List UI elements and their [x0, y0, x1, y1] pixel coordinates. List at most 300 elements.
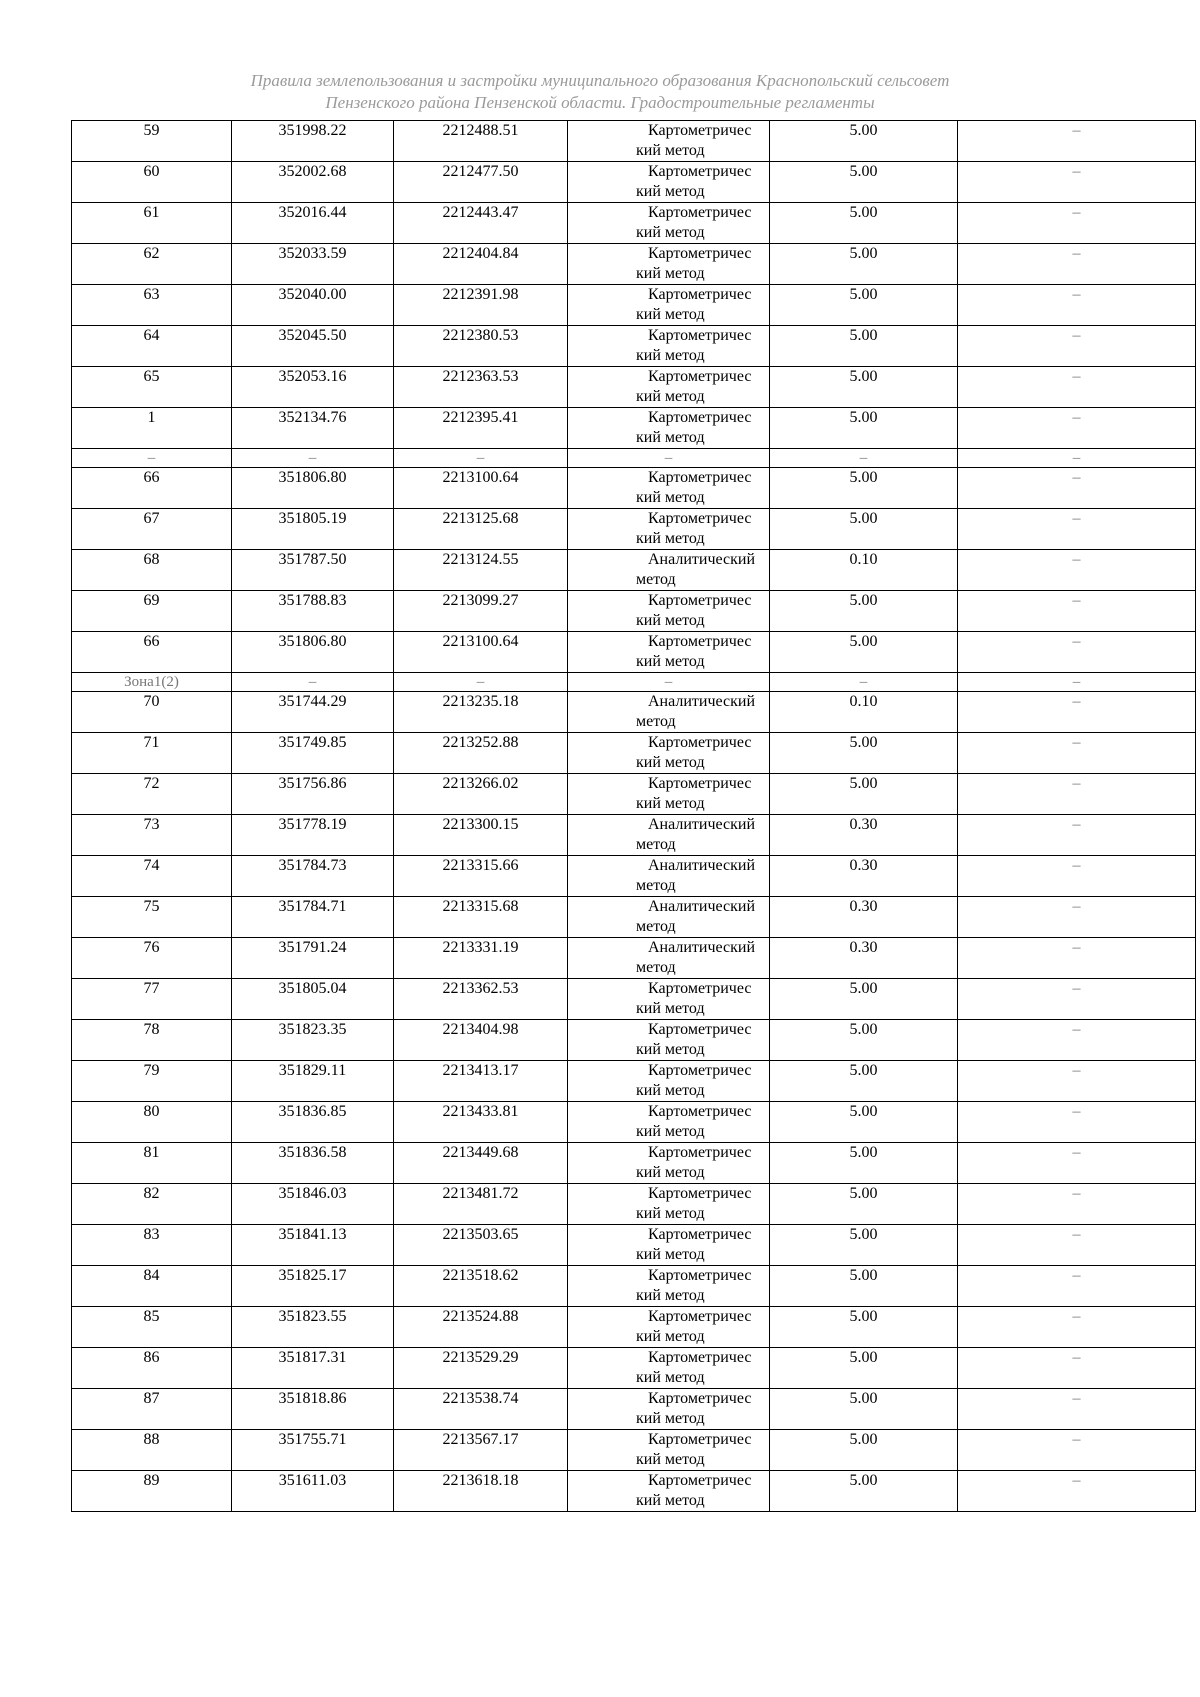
y-coordinate-cell: 2213315.68: [394, 897, 568, 938]
method-line-1: Картометричес: [648, 1062, 752, 1079]
note-cell: –: [958, 367, 1196, 408]
table-row: [72, 1471, 1196, 1512]
method-line-1: Аналитический: [648, 693, 756, 710]
method-line-1: Картометричес: [648, 327, 752, 344]
x-coordinate-cell: 351755.71: [232, 1430, 394, 1471]
y-coordinate-cell: 2213413.17: [394, 1061, 568, 1102]
note-cell: –: [958, 550, 1196, 591]
method-line-1: Картометричес: [648, 734, 752, 751]
table-row: [72, 733, 1196, 774]
table-row: [72, 692, 1196, 733]
table-row: [72, 1389, 1196, 1430]
x-coordinate-cell: 351787.50: [232, 550, 394, 591]
coordinates-table: [71, 120, 1196, 1512]
method-line-2: метод: [636, 571, 676, 588]
method-line-1: Картометричес: [648, 245, 752, 262]
point-number-cell: 70: [72, 692, 232, 733]
x-coordinate-cell: 352040.00: [232, 285, 394, 326]
y-coordinate-cell: 2213618.18: [394, 1471, 568, 1512]
x-coordinate-cell: 351805.04: [232, 979, 394, 1020]
method-cell: [568, 815, 770, 856]
method-line-2: метод: [636, 877, 676, 894]
separator-row: [72, 449, 1196, 468]
point-number-cell: 62: [72, 244, 232, 285]
table-row: [72, 1307, 1196, 1348]
method-cell: [568, 468, 770, 509]
note-cell: –: [958, 162, 1196, 203]
y-coordinate-cell: 2213266.02: [394, 774, 568, 815]
table-row: [72, 856, 1196, 897]
method-line-2: кий метод: [636, 183, 705, 200]
y-coordinate-cell: 2212443.47: [394, 203, 568, 244]
x-coordinate-cell: 351611.03: [232, 1471, 394, 1512]
note-cell: –: [958, 1143, 1196, 1184]
note-cell: –: [958, 1225, 1196, 1266]
accuracy-cell: 0.30: [770, 897, 958, 938]
method-line-1: Картометричес: [648, 163, 752, 180]
table-row: [72, 121, 1196, 162]
y-coordinate-cell: 2213567.17: [394, 1430, 568, 1471]
x-coordinate-cell: 351791.24: [232, 938, 394, 979]
method-line-2: кий метод: [636, 1246, 705, 1263]
y-coordinate-cell: 2212380.53: [394, 326, 568, 367]
method-line-2: метод: [636, 959, 676, 976]
point-number-cell: 60: [72, 162, 232, 203]
accuracy-cell: 5.00: [770, 468, 958, 509]
separator-row: [72, 673, 1196, 692]
table-row: [72, 203, 1196, 244]
accuracy-cell: 5.00: [770, 1225, 958, 1266]
y-coordinate-cell: 2213300.15: [394, 815, 568, 856]
note-cell: –: [958, 856, 1196, 897]
method-line-2: кий метод: [636, 1451, 705, 1468]
table-row: [72, 1266, 1196, 1307]
method-cell: [568, 285, 770, 326]
y-coordinate-cell: 2213124.55: [394, 550, 568, 591]
method-line-1: Картометричес: [648, 204, 752, 221]
x-coordinate-cell: 351823.35: [232, 1020, 394, 1061]
table-row: [72, 162, 1196, 203]
method-cell: [568, 162, 770, 203]
method-line-2: кий метод: [636, 1410, 705, 1427]
point-number-cell: 63: [72, 285, 232, 326]
x-coordinate-cell: 351806.80: [232, 468, 394, 509]
method-cell: [568, 1471, 770, 1512]
method-cell: [568, 121, 770, 162]
table-row: [72, 591, 1196, 632]
point-number-cell: 69: [72, 591, 232, 632]
table-row: [72, 774, 1196, 815]
accuracy-cell: 5.00: [770, 367, 958, 408]
y-coordinate-cell: 2212404.84: [394, 244, 568, 285]
method-line-1: Картометричес: [648, 409, 752, 426]
x-coordinate-cell: 351788.83: [232, 591, 394, 632]
point-number-cell: Зона1(2): [72, 673, 232, 692]
method-cell: [568, 1102, 770, 1143]
method-cell: [568, 632, 770, 673]
y-coordinate-cell: 2213518.62: [394, 1266, 568, 1307]
header-line-1: Правила землепользования и застройки муниципального образования Краснопольский сельсовет: [250, 71, 950, 90]
y-coordinate-cell: 2212488.51: [394, 121, 568, 162]
table-row: [72, 509, 1196, 550]
x-coordinate-cell: 351836.85: [232, 1102, 394, 1143]
method-cell: [568, 1143, 770, 1184]
method-line-1: Картометричес: [648, 1021, 752, 1038]
method-cell: [568, 1430, 770, 1471]
note-cell: –: [958, 938, 1196, 979]
method-line-2: кий метод: [636, 306, 705, 323]
y-coordinate-cell: 2212363.53: [394, 367, 568, 408]
table-row: [72, 1061, 1196, 1102]
table-row: [72, 938, 1196, 979]
note-cell: –: [958, 1471, 1196, 1512]
method-line-1: Картометричес: [648, 1226, 752, 1243]
method-cell: [568, 1307, 770, 1348]
note-cell: –: [958, 733, 1196, 774]
point-number-cell: 72: [72, 774, 232, 815]
point-number-cell: 78: [72, 1020, 232, 1061]
y-coordinate-cell: 2213100.64: [394, 468, 568, 509]
method-line-1: Картометричес: [648, 510, 752, 527]
y-coordinate-cell: –: [394, 449, 568, 468]
method-line-2: кий метод: [636, 795, 705, 812]
method-line-2: метод: [636, 918, 676, 935]
point-number-cell: 80: [72, 1102, 232, 1143]
accuracy-cell: 5.00: [770, 244, 958, 285]
method-line-2: кий метод: [636, 1123, 705, 1140]
note-cell: –: [958, 774, 1196, 815]
page-header: [0, 70, 1200, 114]
accuracy-cell: 0.10: [770, 692, 958, 733]
method-line-1: Картометричес: [648, 1185, 752, 1202]
x-coordinate-cell: 351836.58: [232, 1143, 394, 1184]
x-coordinate-cell: 351749.85: [232, 733, 394, 774]
accuracy-cell: 5.00: [770, 1348, 958, 1389]
accuracy-cell: 5.00: [770, 203, 958, 244]
point-number-cell: 64: [72, 326, 232, 367]
method-line-1: Картометричес: [648, 1308, 752, 1325]
method-line-1: Картометричес: [648, 980, 752, 997]
method-line-1: Картометричес: [648, 122, 752, 139]
method-line-2: метод: [636, 713, 676, 730]
note-cell: –: [958, 408, 1196, 449]
y-coordinate-cell: 2213433.81: [394, 1102, 568, 1143]
accuracy-cell: 5.00: [770, 1430, 958, 1471]
method-cell: –: [568, 449, 770, 468]
accuracy-cell: 5.00: [770, 509, 958, 550]
x-coordinate-cell: 352053.16: [232, 367, 394, 408]
method-line-1: Картометричес: [648, 1103, 752, 1120]
method-line-2: кий метод: [636, 1041, 705, 1058]
table-row: [72, 1184, 1196, 1225]
method-cell: [568, 367, 770, 408]
note-cell: –: [958, 449, 1196, 468]
method-cell: [568, 244, 770, 285]
point-number-cell: 1: [72, 408, 232, 449]
table-row: [72, 244, 1196, 285]
point-number-cell: 82: [72, 1184, 232, 1225]
method-cell: [568, 1266, 770, 1307]
note-cell: –: [958, 1061, 1196, 1102]
x-coordinate-cell: 351818.86: [232, 1389, 394, 1430]
point-number-cell: 66: [72, 468, 232, 509]
y-coordinate-cell: 2213481.72: [394, 1184, 568, 1225]
method-cell: [568, 591, 770, 632]
method-line-1: Картометричес: [648, 1349, 752, 1366]
accuracy-cell: 5.00: [770, 121, 958, 162]
x-coordinate-cell: –: [232, 449, 394, 468]
method-line-2: кий метод: [636, 612, 705, 629]
y-coordinate-cell: 2213125.68: [394, 509, 568, 550]
point-number-cell: –: [72, 449, 232, 468]
table-row: [72, 1430, 1196, 1471]
method-line-1: Картометричес: [648, 633, 752, 650]
x-coordinate-cell: 351806.80: [232, 632, 394, 673]
method-line-2: кий метод: [636, 489, 705, 506]
y-coordinate-cell: 2213235.18: [394, 692, 568, 733]
table-row: [72, 326, 1196, 367]
method-line-1: Картометричес: [648, 592, 752, 609]
y-coordinate-cell: –: [394, 673, 568, 692]
table-row: [72, 979, 1196, 1020]
header-line-2: Пензенского района Пензенской области. Градостроительные регламенты: [325, 93, 875, 112]
method-line-1: Картометричес: [648, 1144, 752, 1161]
note-cell: –: [958, 1430, 1196, 1471]
point-number-cell: 75: [72, 897, 232, 938]
x-coordinate-cell: 352033.59: [232, 244, 394, 285]
x-coordinate-cell: 351778.19: [232, 815, 394, 856]
y-coordinate-cell: 2213362.53: [394, 979, 568, 1020]
method-line-1: Картометричес: [648, 368, 752, 385]
accuracy-cell: 5.00: [770, 1389, 958, 1430]
y-coordinate-cell: 2213538.74: [394, 1389, 568, 1430]
method-line-1: Картометричес: [648, 1267, 752, 1284]
x-coordinate-cell: 351841.13: [232, 1225, 394, 1266]
method-cell: [568, 203, 770, 244]
x-coordinate-cell: 352002.68: [232, 162, 394, 203]
y-coordinate-cell: 2213315.66: [394, 856, 568, 897]
method-line-1: Аналитический: [648, 898, 756, 915]
method-line-2: кий метод: [636, 1205, 705, 1222]
accuracy-cell: 0.10: [770, 550, 958, 591]
method-line-1: Аналитический: [648, 939, 756, 956]
x-coordinate-cell: 351784.71: [232, 897, 394, 938]
note-cell: –: [958, 1102, 1196, 1143]
method-cell: [568, 1020, 770, 1061]
note-cell: –: [958, 1389, 1196, 1430]
table-row: [72, 897, 1196, 938]
method-cell: [568, 1184, 770, 1225]
point-number-cell: 71: [72, 733, 232, 774]
method-line-2: кий метод: [636, 1492, 705, 1509]
note-cell: –: [958, 509, 1196, 550]
x-coordinate-cell: 351998.22: [232, 121, 394, 162]
method-line-2: кий метод: [636, 347, 705, 364]
x-coordinate-cell: –: [232, 673, 394, 692]
table-row: [72, 1102, 1196, 1143]
method-line-2: кий метод: [636, 1287, 705, 1304]
point-number-cell: 73: [72, 815, 232, 856]
note-cell: –: [958, 1307, 1196, 1348]
method-line-2: кий метод: [636, 429, 705, 446]
y-coordinate-cell: 2213100.64: [394, 632, 568, 673]
x-coordinate-cell: 351744.29: [232, 692, 394, 733]
accuracy-cell: 5.00: [770, 591, 958, 632]
note-cell: –: [958, 1266, 1196, 1307]
point-number-cell: 83: [72, 1225, 232, 1266]
point-number-cell: 68: [72, 550, 232, 591]
method-line-2: кий метод: [636, 265, 705, 282]
method-line-1: Картометричес: [648, 1472, 752, 1489]
accuracy-cell: 5.00: [770, 162, 958, 203]
method-line-2: кий метод: [636, 653, 705, 670]
x-coordinate-cell: 351829.11: [232, 1061, 394, 1102]
method-cell: [568, 1348, 770, 1389]
y-coordinate-cell: 2213099.27: [394, 591, 568, 632]
accuracy-cell: 5.00: [770, 1307, 958, 1348]
method-line-2: кий метод: [636, 1164, 705, 1181]
method-cell: [568, 979, 770, 1020]
note-cell: –: [958, 1184, 1196, 1225]
table-row: [72, 1020, 1196, 1061]
point-number-cell: 76: [72, 938, 232, 979]
method-cell: –: [568, 673, 770, 692]
method-cell: [568, 550, 770, 591]
point-number-cell: 61: [72, 203, 232, 244]
table-row: [72, 367, 1196, 408]
note-cell: –: [958, 692, 1196, 733]
accuracy-cell: 5.00: [770, 632, 958, 673]
point-number-cell: 85: [72, 1307, 232, 1348]
x-coordinate-cell: 351817.31: [232, 1348, 394, 1389]
method-cell: [568, 938, 770, 979]
point-number-cell: 88: [72, 1430, 232, 1471]
point-number-cell: 77: [72, 979, 232, 1020]
note-cell: –: [958, 1020, 1196, 1061]
point-number-cell: 84: [72, 1266, 232, 1307]
accuracy-cell: 5.00: [770, 1471, 958, 1512]
method-line-2: кий метод: [636, 224, 705, 241]
table-row: [72, 1225, 1196, 1266]
method-cell: [568, 509, 770, 550]
point-number-cell: 67: [72, 509, 232, 550]
method-line-1: Картометричес: [648, 469, 752, 486]
note-cell: –: [958, 121, 1196, 162]
method-line-2: кий метод: [636, 1000, 705, 1017]
x-coordinate-cell: 351823.55: [232, 1307, 394, 1348]
accuracy-cell: 5.00: [770, 1061, 958, 1102]
note-cell: –: [958, 285, 1196, 326]
table-row: [72, 408, 1196, 449]
point-number-cell: 87: [72, 1389, 232, 1430]
method-line-2: кий метод: [636, 754, 705, 771]
method-line-1: Картометричес: [648, 775, 752, 792]
y-coordinate-cell: 2212391.98: [394, 285, 568, 326]
method-line-1: Картометричес: [648, 1390, 752, 1407]
method-cell: [568, 1225, 770, 1266]
point-number-cell: 66: [72, 632, 232, 673]
table-body: [72, 121, 1196, 1512]
note-cell: –: [958, 1348, 1196, 1389]
accuracy-cell: –: [770, 673, 958, 692]
point-number-cell: 79: [72, 1061, 232, 1102]
note-cell: –: [958, 244, 1196, 285]
method-line-2: кий метод: [636, 1082, 705, 1099]
accuracy-cell: 0.30: [770, 938, 958, 979]
x-coordinate-cell: 352016.44: [232, 203, 394, 244]
accuracy-cell: 5.00: [770, 1143, 958, 1184]
method-cell: [568, 1389, 770, 1430]
table-row: [72, 632, 1196, 673]
point-number-cell: 89: [72, 1471, 232, 1512]
point-number-cell: 65: [72, 367, 232, 408]
accuracy-cell: 5.00: [770, 1020, 958, 1061]
y-coordinate-cell: 2213404.98: [394, 1020, 568, 1061]
method-line-2: кий метод: [636, 1328, 705, 1345]
note-cell: –: [958, 203, 1196, 244]
method-line-2: кий метод: [636, 142, 705, 159]
method-line-1: Аналитический: [648, 857, 756, 874]
point-number-cell: 59: [72, 121, 232, 162]
method-cell: [568, 774, 770, 815]
note-cell: –: [958, 673, 1196, 692]
table-row: [72, 285, 1196, 326]
method-line-2: кий метод: [636, 388, 705, 405]
method-line-2: кий метод: [636, 530, 705, 547]
note-cell: –: [958, 979, 1196, 1020]
y-coordinate-cell: 2213331.19: [394, 938, 568, 979]
accuracy-cell: 5.00: [770, 774, 958, 815]
method-cell: [568, 1061, 770, 1102]
accuracy-cell: 0.30: [770, 815, 958, 856]
y-coordinate-cell: 2212477.50: [394, 162, 568, 203]
x-coordinate-cell: 352134.76: [232, 408, 394, 449]
method-cell: [568, 692, 770, 733]
y-coordinate-cell: 2213252.88: [394, 733, 568, 774]
accuracy-cell: 5.00: [770, 979, 958, 1020]
accuracy-cell: –: [770, 449, 958, 468]
y-coordinate-cell: 2213503.65: [394, 1225, 568, 1266]
y-coordinate-cell: 2213529.29: [394, 1348, 568, 1389]
x-coordinate-cell: 352045.50: [232, 326, 394, 367]
method-line-1: Картометричес: [648, 1431, 752, 1448]
y-coordinate-cell: 2213449.68: [394, 1143, 568, 1184]
x-coordinate-cell: 351846.03: [232, 1184, 394, 1225]
y-coordinate-cell: 2212395.41: [394, 408, 568, 449]
accuracy-cell: 5.00: [770, 733, 958, 774]
table-row: [72, 1143, 1196, 1184]
note-cell: –: [958, 632, 1196, 673]
table-row: [72, 815, 1196, 856]
x-coordinate-cell: 351756.86: [232, 774, 394, 815]
accuracy-cell: 0.30: [770, 856, 958, 897]
note-cell: –: [958, 815, 1196, 856]
method-line-2: кий метод: [636, 1369, 705, 1386]
method-cell: [568, 733, 770, 774]
note-cell: –: [958, 326, 1196, 367]
point-number-cell: 86: [72, 1348, 232, 1389]
table-row: [72, 550, 1196, 591]
point-number-cell: 81: [72, 1143, 232, 1184]
accuracy-cell: 5.00: [770, 1184, 958, 1225]
table-row: [72, 468, 1196, 509]
method-line-1: Аналитический: [648, 816, 756, 833]
y-coordinate-cell: 2213524.88: [394, 1307, 568, 1348]
method-cell: [568, 897, 770, 938]
accuracy-cell: 5.00: [770, 285, 958, 326]
method-line-1: Картометричес: [648, 286, 752, 303]
accuracy-cell: 5.00: [770, 326, 958, 367]
